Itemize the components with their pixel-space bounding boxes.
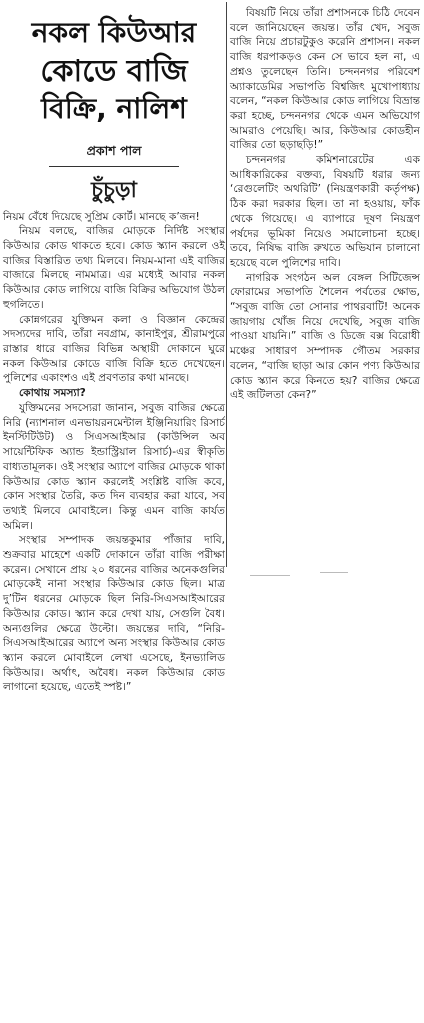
headline-line-2: কোডে বাজি	[40, 53, 188, 89]
right-column	[230, 6, 420, 403]
subhead: কোথায় সমস্যা?	[19, 387, 86, 400]
paragraph-intro: নিয়ম বেঁধে দিয়েছে সুপ্রিম কোর্ট। মানছে ক’জন!	[3, 210, 200, 223]
paragraph-juktimon: যুক্তিমনের সদস্যেরা জানান, সবুজ বাজির ক্ষেত্রে নিরি (ন্যাশনাল এনভায়রনমেন্টাল ইঞ্জিনিয়ারিং রিসার্চ ইনস্টিটিউট) ও সিএসআইআর (কাউন্সিল অব সায়েন্টিফিক অ্যান্ড ইন্ডাস্ট্রিয়াল রিসার্চ)-এর স্বীকৃতি বাধ্যতামূলক। ওই সংস্থার অ্যাপে বাজির মোড়কে থাকা কিউআর কোড স্ক্যান করলেই সংশ্লিষ্ট বাজি কবে, কোন সংস্থার তৈরি, কত দিন ব্যবহার করা যাবে, সব তথ্যই মিলবে মোবাইলে। কিন্তু এমন বাজি কার্যত অমিল।	[3, 402, 225, 532]
column-divider	[226, 2, 227, 567]
byline-rule	[49, 166, 179, 167]
paragraph-secretary: সংস্থার সম্পাদক জয়ন্তকুমার পাঁজার দাবি, শুক্রবার মাহেশে একটি দোকানে তাঁরা বাজি পরীক্ষা করেন। সেখানে প্রায় ২০ ধরনের বাজির অনেকগুলির মোড়কেই নানা সংস্থার কিউআর কোড ছিল। মাত্র দু’টিন ধরনের মোড়কে ছিল নিরি-সিএসআইআরের কিউআর কোড। স্ক্যান করে দেখা যায়, সেগুলি বৈধ। অন্যগুলির ক্ষেত্রে উল্টো। জয়ন্তের দাবি, “নিরি-সিএসআইআরের অ্যাপে অন্য সংস্থার কিউআর কোড স্ক্যান করলে মোবাইলে লেখা এসেছে, ইনভ্যালিড কিউআর। অর্থাৎ, অবৈধ। নকল কিউআর কোড লাগানো হয়েছে, এতেই স্পষ্ট।”	[3, 534, 225, 694]
paragraph-citizens-forum: নাগরিক সংগঠন অল বেঙ্গল সিটিজেন্স ফোরামের সভাপতি শৈলেন পর্বতের ক্ষোভ, “সবুজ বাজি তো সোনার পাথরবাটি! অনেক জায়গায় খোঁজ নিয়ে দেখেছি, সবুজ বাজি পাওয়া যায়নি।” বাজি ও ডিজে বক্স বিরোধী মঞ্চের সাধারণ সম্পাদক গৌতম সরকার বলেন, “বাজি ছাড়া আর কোন পণ্য কিউআর কোড স্ক্যান করে কিনতে হয়? বাজির ক্ষেত্রে এই জটিলতা কেন?”	[230, 271, 420, 402]
paragraph-konnagar: কোন্নগরের যুক্তিমন কলা ও বিজ্ঞান কেন্দ্রের সদস্যদের দাবি, তাঁরা নবগ্রাম, কানাইপুর, শ্রীরামপুরে রাস্তার ধারে বাজির বিভিন্ন অস্থায়ী দোকানে ঘুরে নকল কিউআর কোডে বাজি বিক্রি হতে দেখেছেন। পুলিশের একাংশও এই প্রবণতার কথা মানছে।	[3, 313, 225, 385]
paragraph-commissionerate: চন্দননগর কমিশনারেটের এক আধিকারিকের বক্তব্য, বিষয়টি ধরার জন্য ‘রেগুলেটিং অথরিটি’ (নিয়ন্ত্রণকারী কর্তৃপক্ষ) ঠিক করা দরকার ছিল। তা না হওয়ায়, ফাঁক থেকে গিয়েছে। এ ব্যাপারে দূষণ নিয়ন্ত্রণ পর্ষদের ভূমিকা নিয়েও সমালোচনা হচ্ছে। তবে, নিষিদ্ধ বাজি রুখতে অভিযান চালানো হয়েছে বলে পুলিশের দাবি।	[230, 154, 420, 269]
headline-line-1: নকল কিউআর	[31, 16, 197, 49]
headline-line-3: বিক্রি, নালিশ	[41, 91, 187, 125]
scan-mark	[320, 572, 348, 573]
byline: প্রকাশ পাল	[86, 142, 142, 158]
scan-mark	[250, 575, 290, 576]
dateline: চুঁচুড়া	[91, 177, 137, 203]
left-column	[3, 4, 225, 695]
paragraph-administration: বিষয়টি নিয়ে তাঁরা প্রশাসনকে চিঠি দেবেন বলে জানিয়েছেন জয়ন্ত। তাঁর খেদ, সবুজ বাজি নিয়ে প্রচারটুকুও করেনি প্রশাসন। নকল বাজি ধরপাকড়ও কেন সে ভাবে হল না, এ প্রশ্নও তুলেছেন তিনি। চন্দননগর পরিবেশ অ্যাকাডেমির সভাপতি বিশ্বজিৎ মুখোপাধ্যায় বলেন, “নকল কিউআর কোড লাগিয়ে বিভ্রান্ত করা হচ্ছে, চন্দননগর থেকে এমন অভিযোগ আমরাও পেয়েছি। আর, কিউআর কোডহীন বাজির তো ছড়াছড়ি!”	[230, 7, 420, 152]
paragraph-rule: নিয়ম বলছে, বাজির মোড়কে নির্দিষ্ট সংস্থার কিউআর কোড থাকতে হবে। কোড স্ক্যান করলে ওই বাজির বিস্তারিত তথ্য মিলবে। নিয়ম-মানা এই বাজির বাজারে মিলছে নামমাত্র। এর মধ্যেই আবার নকল কিউআর কোড লাগিয়ে বাজি বিক্রির অভিযোগ উঠল হুগলিতে।	[3, 225, 225, 311]
